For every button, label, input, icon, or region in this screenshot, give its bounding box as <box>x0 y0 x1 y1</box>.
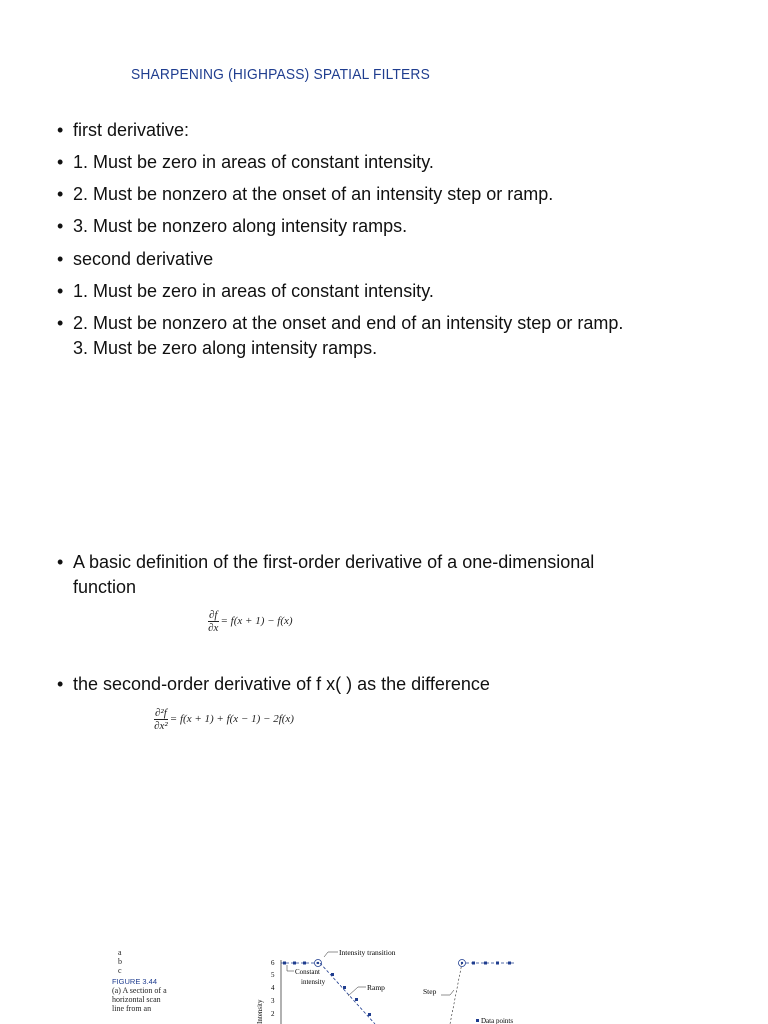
caption-line: horizontal scan <box>112 995 161 1004</box>
data-point <box>368 1013 371 1016</box>
figure-caption <box>112 948 167 1013</box>
y-tick: 3 <box>271 997 275 1005</box>
data-point <box>343 986 346 989</box>
data-point <box>496 962 499 965</box>
annotation-constant-2: intensity <box>301 978 326 986</box>
annotation-constant: Constant <box>295 968 320 976</box>
y-tick: 2 <box>271 1010 275 1018</box>
y-axis-label: Intensity <box>256 999 264 1024</box>
data-point <box>283 962 286 965</box>
data-point <box>484 962 487 965</box>
legend-label: Data points <box>481 1017 514 1024</box>
figure-label: FIGURE 3.44 <box>112 977 158 986</box>
annotation-ramp: Ramp <box>367 983 385 992</box>
data-point <box>293 962 296 965</box>
annotation-step: Step <box>423 987 437 996</box>
page-title: SHARPENING (HIGHPASS) SPATIAL FILTERS <box>131 66 430 83</box>
panel-letter: b <box>118 957 122 966</box>
intensity-profile-figure <box>250 940 550 1024</box>
panel-letter: c <box>118 966 122 975</box>
legend-marker <box>476 1019 479 1022</box>
data-point <box>508 962 511 965</box>
y-tick: 6 <box>271 959 275 967</box>
data-point <box>472 962 475 965</box>
panel-letter: a <box>118 948 122 957</box>
second-derivative-formula: $\frac{\text{∂²f}}{\text{∂x²}}$ = f(x + 1) + f(x − 1) − 2f(x) <box>154 707 294 732</box>
y-tick: 5 <box>271 971 275 979</box>
data-point <box>355 998 358 1001</box>
annotation-transition: Intensity transition <box>339 948 396 957</box>
data-point <box>303 962 306 965</box>
y-tick: 4 <box>271 984 275 992</box>
caption-line: (a) A section of a <box>112 986 167 995</box>
caption-line: line from an <box>112 1004 152 1013</box>
data-point <box>331 973 334 976</box>
first-derivative-formula: $\frac{\partial f}{\partial x}$ = f(x + 1) − f(x) <box>208 609 293 634</box>
